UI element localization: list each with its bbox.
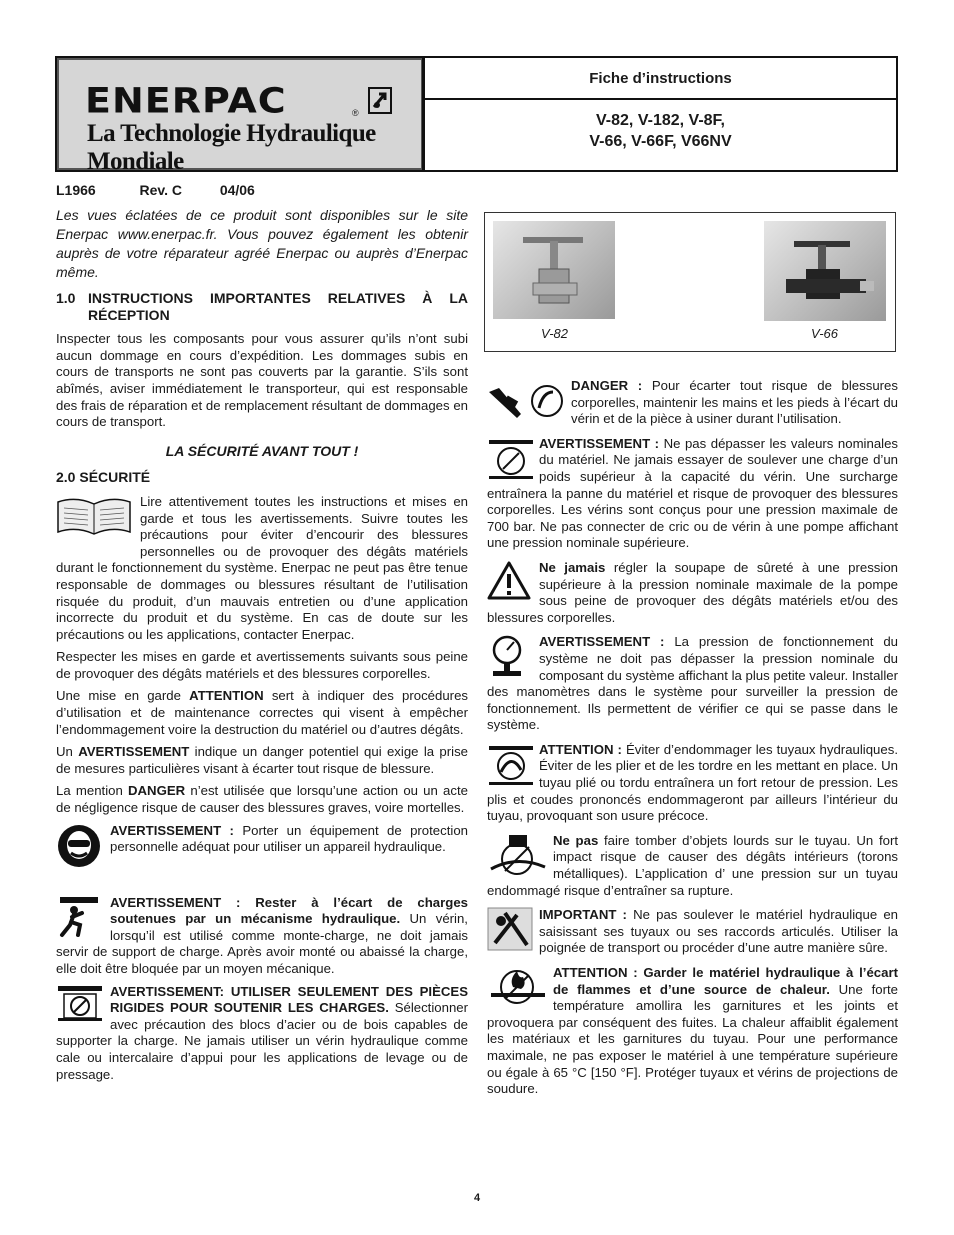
crushed-hand-icon [487, 378, 571, 424]
protective-equipment-icon [56, 823, 108, 869]
brand-emblem-icon [368, 87, 392, 114]
pressure-warning: AVERTISSEMENT : La pression de fonctionnement du système ne doit pas dépasser la pression nominale du composant du système affichant la plus petite valeur. Installer des manomètres dans le système pour surveiller la pression de fonctionnement. Ils permettent de vérifier ce qui se passe dans le système. [487, 634, 898, 733]
lifting-hose-important: IMPORTANT : Ne pas soulever le matériel hydraulique en saisissant ses tuyaux ou ses raccords articulés. Utiliser la poignée de transport ou procéder d’une autre manière sûre. [487, 907, 898, 957]
intro-text: Les vues éclatées de ce produit sont disponibles sur le site Enerpac www.enerpac.fr. Vous pouvez également les obtenir auprès de votre réparateur agréé Enerpac ou auprès d’Enerpac même. [56, 207, 468, 280]
hose-kink-icon [487, 742, 539, 788]
valve-v66-photo [764, 221, 886, 321]
page-number: 4 [473, 1192, 481, 1204]
section-2-title: 2.0 SÉCURITÉ [56, 469, 151, 486]
danger-hands-block: DANGER : Pour écarter tout risque de blessures corporelles, maintenir les mains et les pieds à l’écart du vérin et de la pièce à usiner durant l’utilisation. [487, 378, 898, 428]
falling-load-icon [56, 895, 108, 939]
logo-panel [57, 58, 423, 175]
rigid-parts-warning: AVERTISSEMENT: UTILISER SEULEMENT DES PIÈCES RIGIDES POUR SOUTENIR LES CHARGES. Sélectionner avec précaution des blocs d’acier ou de bois capables de supporter la charge. Ne jamais utiliser un vérin hydraulique comme cale ou intercalaire d’appui pour les applications de levage ou de pressage. [56, 983, 468, 1082]
doc-rev: Rev. C [139, 182, 183, 198]
left-column [56, 206, 468, 1089]
registered-mark: ® [352, 108, 359, 118]
safety-first-heading: LA SÉCURITÉ AVANT TOUT ! [165, 442, 359, 459]
document-header [55, 56, 898, 175]
product-photos [484, 212, 896, 352]
model-list: V-82, V-182, V-8F, V-66, V-66F, V66NV [589, 112, 732, 150]
doc-code: L1966 [56, 182, 96, 198]
flame-heat-icon [487, 965, 553, 1011]
no-lift-by-hose-icon [487, 907, 539, 953]
open-book-icon [56, 496, 136, 548]
brand-tagline: La Technologie Hydraulique Mondiale [87, 120, 376, 175]
section-2-p1: Lire attentivement toutes les instructions et mises en garde et tous les avertissements. Suivre toutes les précautions pour éviter d’encourir des blessures personnelles ou de provoquer des dégâts matériels durant le fonctionnement du système. Enerpac ne peut pas être tenue responsable de dommages ou blessures résultant de l’utilisation risquée du produit, d’un mauvais entretien ou d’une application incorrecte du produit et du système. En cas de doute sur les précautions ou les applications, contacter Enerpac. [56, 493, 468, 642]
doc-type: Fiche d’instructions [425, 58, 896, 100]
right-column [487, 378, 898, 1104]
read-instructions-block [56, 494, 468, 643]
relief-valve-warning: Ne jamais régler la soupape de sûreté à une pression supérieure à la pression nominale maximale de la pompe sous peine de provoquer des dégâts matériels et/ou des blessures corporelles. [487, 559, 898, 625]
warning-triangle-icon [487, 560, 539, 604]
rigid-support-icon [56, 984, 108, 1024]
doc-date: 04/06 [219, 182, 255, 198]
section-1-body: Inspecter tous les composants pour vous assurer qu’ils n’ont subi aucun dommage en cours d’expédition. Les dommages subis en cours de transports ne sont pas couverts par la garantie. S’ils sont abîmés, aviser immédiatement le transporteur, qui est responsable des frais de réparation et de remplacement résultant de dommages en cours de transport. [56, 331, 468, 430]
valve-v82-photo [493, 221, 615, 319]
brand-logo: ENERPAC [85, 80, 287, 121]
load-warning: AVERTISSEMENT : Rester à l’écart de charges soutenues par un mécanisme hydraulique. Un vérin, lorsqu’il est utilisé comme monte-charge, ne doit jamais servir de support de charge. Après avoir monté ou abaissé la charge, elle doit être bloquée par un moyen mécanique. [56, 894, 468, 976]
overload-warning: AVERTISSEMENT : Ne pas dépasser les valeurs nominales du matériel. Ne jamais essayer de soulever une charge d’un poids supérieur à la capacité du vérin. Une surcharge entraînera la panne du matériel et risque de provoquer des blessures corporelles. Les vérins sont conçus pour une pression maximale de 700 bar. Ne pas connecter de cric ou de vérin à une pompe affichant une pression nominale supérieure. [487, 435, 899, 551]
heavy-object-warning: Ne pas faire tomber d’objets lourds sur le tuyau. Un fort impact risque de causer des dégâts intérieurs (torons métalliques). L’application d’ une pression sur un tuyau endommagé risque d’entraîner sa rupture. [487, 832, 898, 898]
overload-gauge-icon [487, 436, 539, 480]
ppe-warning: AVERTISSEMENT : Porter un équipement de protection personnelle adéquat pour utiliser un appareil hydraulique. [56, 823, 468, 891]
section-2-p3: Une mise en garde ATTENTION sert à indiquer des procédures d’utilisation et de maintenance correctes qui visent à empêcher l’endommagement voire la destruction du matériel ou d’autres dégâts. [56, 688, 469, 737]
header-title-panel [425, 58, 896, 170]
section-2-p5: La mention DANGER n’est utilisée que lorsqu’une action ou un acte de négligence risque de causer des blessures graves, voire mortelles. [56, 783, 468, 816]
section-1-title: 1.0 INSTRUCTIONS IMPORTANTES RELATIVES À LA RÉCEPTION [56, 290, 468, 323]
section-2-p4: Un AVERTISSEMENT indique un danger potentiel qui exige la prise de mesures particulières visant à écarter tout risque de blessure. [56, 744, 468, 776]
falling-object-hose-icon [487, 833, 553, 879]
doc-info [56, 182, 255, 199]
photo-label-v66: V-66 [811, 326, 838, 341]
heat-caution: ATTENTION : Garder le matériel hydraulique à l’écart de flammes et d’une source de chaleur. Une forte température amollira les garnitures et les joints et provoquera par conséquent des fuites. La chaleur affaiblit également les matériaux et les garnitures du tuyau. Pour une performance maximale, ne pas exposer le matériel à une température supérieure ou égale à 65 °C [150 °F]. Protéger tuyaux et vérins de projections de soudure. [487, 965, 898, 1097]
photo-label-v82: V-82 [541, 326, 568, 341]
pressure-gauge-icon [487, 634, 539, 680]
hose-damage-caution: ATTENTION : Éviter d’endommager les tuyaux hydrauliques. Éviter de les plier et de les tordre en les mettant en place. Un tuyau plié ou tordu entraînera un fort retour de pression. Les plis et coudes prononcés endommageront par ailleurs l’intérieur du tuyau, provoquant son usure précoce. [487, 741, 898, 824]
section-2-p2: Respecter les mises en garde et avertissements suivants sous peine de provoquer des dégâts matériels et des blessures corporelles. [56, 649, 468, 681]
